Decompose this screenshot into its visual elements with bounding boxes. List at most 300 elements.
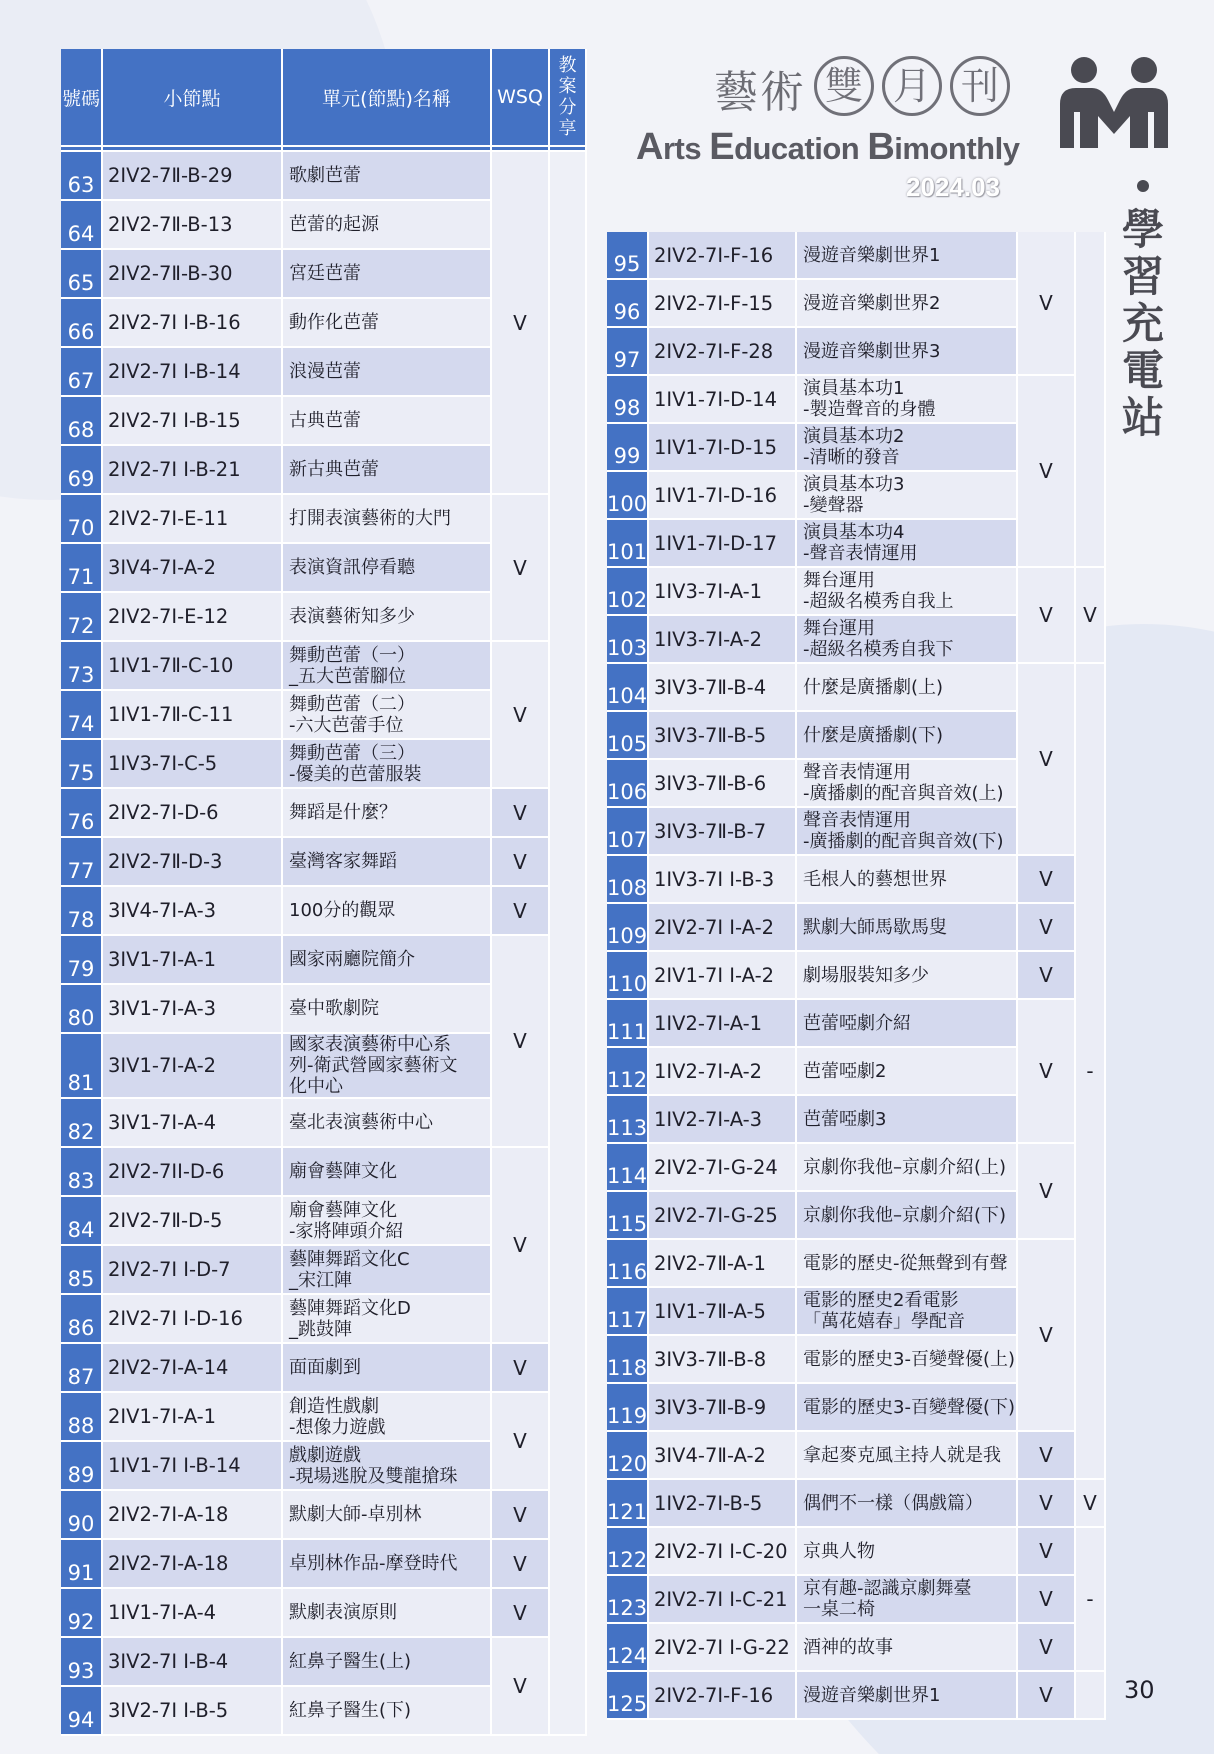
wsq-mark: V [1018,1624,1076,1672]
row-number: 117 [607,1288,649,1336]
row-number: 122 [607,1528,649,1576]
unit-name [797,280,1018,328]
node-code: 1IV1-7I-D-14 [649,376,797,424]
unit-name-line: 表演資訊停看聽 [289,557,415,578]
table-body-left [61,152,587,1736]
wsq-mark: V [492,1491,550,1540]
unit-name-line: 打開表演藝術的大門 [289,508,451,529]
row-number: 102 [607,568,649,616]
row-number: 87 [61,1344,103,1393]
unit-name-line: 默劇表演原則 [289,1602,397,1623]
unit-name-line: 紅鼻子醫生(上) [289,1651,412,1672]
unit-name [797,952,1018,1000]
node-code: 3IV3-7Ⅱ-B-4 [649,664,797,712]
unit-name-line: 電影的歷史2看電影 [803,1290,959,1311]
node-code: 2IV2-7I Ⅰ-B-14 [103,348,283,397]
node-code: 3IV1-7I-A-1 [103,936,283,985]
node-code: 1IV3-7I Ⅰ-B-3 [649,856,797,904]
share-mark: V [1076,1480,1106,1528]
unit-name-line: 舞蹈是什麼？ [289,802,397,823]
course-table-right [607,232,1106,1720]
wsq-mark: V [492,1540,550,1589]
wsq-mark: V [1018,568,1076,664]
wsq-mark: V [1018,1144,1076,1240]
table-row [61,1491,587,1540]
unit-name [283,1197,492,1246]
row-number: 105 [607,712,649,760]
node-code: 2IV2-7I Ⅰ-B-16 [103,299,283,348]
row-number: 99 [607,424,649,472]
unit-name-line: 電影的歷史3-百變聲優(上) [803,1348,1015,1370]
node-code: 2IV2-7I Ⅰ-C-20 [649,1528,797,1576]
unit-name [283,1491,492,1540]
node-code: 1IV3-7I-A-2 [649,616,797,664]
wsq-mark: V [492,887,550,936]
unit-name [797,1096,1018,1144]
wsq-mark: V [1018,1480,1076,1528]
share-mark [1076,232,1106,568]
row-number: 82 [61,1099,103,1148]
unit-name-line: 漫遊音樂劇世界1 [803,244,941,266]
table-row [607,1624,1106,1672]
node-code: 1IV3-7I-C-5 [103,740,283,789]
row-number: 121 [607,1480,649,1528]
unit-name-line: 臺北表演藝術中心 [289,1112,433,1133]
table-row [61,152,587,201]
wsq-mark: V [492,1148,550,1344]
node-code: 2IV2-7Ⅱ-D-3 [103,838,283,887]
row-number: 69 [61,446,103,495]
row-number: 79 [61,936,103,985]
unit-name-line: 國家表演藝術中心系 [289,1034,451,1055]
unit-name-line: 偶們不一樣（偶戲篇） [803,1492,983,1514]
unit-name [797,472,1018,520]
node-code: 2IV2-7I-E-11 [103,495,283,544]
row-number: 72 [61,593,103,642]
table-row [607,1672,1106,1720]
unit-name-line: 廟會藝陣文化 [289,1199,397,1221]
unit-name-line: 什麼是廣播劇(下) [803,724,944,746]
unit-name-line: 什麼是廣播劇(上) [803,676,944,698]
unit-name-line: 面面劇到 [289,1357,361,1378]
node-code: 3IV3-7Ⅱ-B-7 [649,808,797,856]
wsq-mark: V [492,936,550,1148]
row-number: 75 [61,740,103,789]
unit-name [283,1687,492,1736]
row-number: 119 [607,1384,649,1432]
header-node-code: 小節點 [103,49,283,147]
wsq-mark: V [492,495,550,642]
row-number: 80 [61,985,103,1034]
unit-name [283,1638,492,1687]
row-number: 113 [607,1096,649,1144]
row-number: 92 [61,1589,103,1638]
wsq-mark: V [492,1393,550,1491]
unit-name [797,1624,1018,1672]
row-number: 67 [61,348,103,397]
node-code: 1IV2-7I-A-3 [649,1096,797,1144]
unit-name-line: 漫遊音樂劇世界2 [803,292,941,314]
node-code: 2IV2-7I Ⅰ-A-2 [649,904,797,952]
unit-name-line: 動作化芭蕾 [289,312,379,333]
node-code: 1IV2-7I-A-2 [649,1048,797,1096]
node-code: 2IV2-7II-D-6 [103,1148,283,1197]
share-mark [550,152,587,1736]
unit-name [797,1480,1018,1528]
node-code: 2IV2-7I-E-12 [103,593,283,642]
unit-name-line: 宮廷芭蕾 [289,263,361,284]
row-number: 120 [607,1432,649,1480]
unit-name-line: 默劇大師馬歇馬叟 [803,916,947,938]
node-code: 1IV1-7I-D-15 [649,424,797,472]
node-code: 1IV1-7Ⅱ-C-11 [103,691,283,740]
node-code: 3IV1-7I-A-4 [103,1099,283,1148]
unit-name-line: 漫遊音樂劇世界1 [803,1684,941,1706]
header-wsq: WSQ [492,49,550,147]
row-number: 91 [61,1540,103,1589]
unit-name-line: 歌劇芭蕾 [289,165,361,186]
unit-name-line: 廟會藝陣文化 [289,1161,397,1182]
row-number: 108 [607,856,649,904]
share-mark [1076,1672,1106,1720]
header-number: 號碼 [61,49,103,147]
row-number: 110 [607,952,649,1000]
unit-name-line: 聲音表情運用 [803,810,911,831]
row-number: 112 [607,1048,649,1096]
table-row [607,1528,1106,1576]
unit-name [283,544,492,593]
header-lesson-share: 教 案 分 享 [550,49,587,147]
unit-name [797,520,1018,568]
table-row [607,1480,1106,1528]
wsq-mark: V [1018,232,1076,376]
unit-name [797,1048,1018,1096]
wsq-mark: V [492,642,550,789]
unit-name [797,424,1018,472]
table-row [607,1432,1106,1480]
unit-name-line: 古典芭蕾 [289,410,361,431]
table-row [607,952,1106,1000]
table-row [61,789,587,838]
row-number: 125 [607,1672,649,1720]
row-number: 97 [607,328,649,376]
wsq-mark: V [492,838,550,887]
row-number: 84 [61,1197,103,1246]
unit-name [283,495,492,544]
node-code: 3IV3-7Ⅱ-B-9 [649,1384,797,1432]
unit-name [797,1000,1018,1048]
table-row [607,1240,1106,1288]
table-row [61,936,587,985]
node-code: 2IV2-7Ⅱ-A-1 [649,1240,797,1288]
unit-name-line: 舞動芭蕾（二） [289,693,415,715]
row-number: 85 [61,1246,103,1295]
wsq-mark: V [1018,1000,1076,1144]
wsq-mark: V [1018,376,1076,568]
unit-name-line: 100分的觀眾 [289,900,396,921]
node-code: 2IV1-7I-A-1 [103,1393,283,1442]
unit-name [283,593,492,642]
unit-name [797,856,1018,904]
node-code: 2IV2-7I Ⅰ-D-16 [103,1295,283,1344]
node-code: 2IV1-7I Ⅰ-A-2 [649,952,797,1000]
unit-name [283,740,492,789]
node-code: 2IV2-7I-F-28 [649,328,797,376]
wsq-mark: V [492,1638,550,1736]
unit-name-line: 漫遊音樂劇世界3 [803,340,941,362]
row-number: 101 [607,520,649,568]
table-row [61,1589,587,1638]
unit-name-line: 拿起麥克風主持人就是我 [803,1444,1001,1466]
node-code: 3IV4-7I-A-2 [103,544,283,593]
unit-name [283,299,492,348]
unit-name-line: 芭蕾啞劇3 [803,1108,887,1130]
row-number: 90 [61,1491,103,1540]
row-number: 123 [607,1576,649,1624]
unit-name [283,887,492,936]
unit-name [283,1540,492,1589]
header-unit-name: 單元(節點)名稱 [283,49,492,147]
page-number: 30 [1124,1676,1155,1704]
row-number: 106 [607,760,649,808]
row-number: 71 [61,544,103,593]
wsq-mark: V [492,789,550,838]
unit-name [283,1442,492,1491]
unit-name-line: 演員基本功3 [803,474,905,495]
node-code: 2IV2-7I Ⅰ-B-21 [103,446,283,495]
unit-name [283,1393,492,1442]
unit-name-line: 聲音表情運用 [803,762,911,783]
unit-name-line: 舞動芭蕾（三） [289,742,415,764]
wsq-mark: V [1018,1432,1076,1480]
row-number: 115 [607,1192,649,1240]
unit-name [797,232,1018,280]
table-row [607,1000,1106,1048]
unit-name [283,789,492,838]
node-code: 3IV2-7I Ⅰ-B-5 [103,1687,283,1736]
node-code: 2IV2-7I Ⅰ-D-7 [103,1246,283,1295]
unit-name-line: 「萬花嬉春」學配音 [803,1311,965,1332]
unit-name-line: 芭蕾啞劇2 [803,1060,887,1082]
node-code: 3IV3-7Ⅱ-B-6 [649,760,797,808]
row-number: 76 [61,789,103,838]
unit-name-line: 舞動芭蕾（一） [289,644,415,666]
node-code: 2IV2-7I-A-14 [103,1344,283,1393]
node-code: 1IV1-7I Ⅰ-B-14 [103,1442,283,1491]
unit-name-line: 劇場服裝知多少 [803,964,929,986]
node-code: 1IV1-7I-A-4 [103,1589,283,1638]
row-number: 73 [61,642,103,691]
wsq-mark: V [492,1589,550,1638]
node-code: 2IV2-7I-F-16 [649,1672,797,1720]
share-mark: - [1076,1528,1106,1672]
unit-name [797,1336,1018,1384]
unit-name [283,1246,492,1295]
share-mark: - [1076,664,1106,1480]
unit-name-line: 演員基本功4 [803,522,905,543]
unit-name-line: -想像力遊戲 [289,1416,386,1438]
unit-name [283,1034,492,1099]
logo-title: 藝術 [714,67,806,118]
row-number: 93 [61,1638,103,1687]
row-number: 68 [61,397,103,446]
unit-name-line: 酒神的故事 [803,1636,893,1658]
unit-name [797,376,1018,424]
unit-name [797,712,1018,760]
row-number: 66 [61,299,103,348]
row-number: 111 [607,1000,649,1048]
wsq-mark: V [1018,952,1076,1000]
row-number: 100 [607,472,649,520]
row-number: 81 [61,1034,103,1099]
unit-name [797,1384,1018,1432]
node-code: 1IV1-7Ⅱ-A-5 [649,1288,797,1336]
table-row [607,232,1106,280]
table-row [61,495,587,544]
unit-name [797,1144,1018,1192]
unit-name-line: _宋江陣 [289,1269,352,1291]
node-code: 2IV2-7I-F-15 [649,280,797,328]
logo-circle-char: 刊 [950,56,1010,116]
unit-name-line: -超級名模秀自我下 [803,639,954,660]
table-body-right [607,232,1106,1720]
unit-name-line: 舞台運用 [803,618,875,639]
unit-name [797,1192,1018,1240]
node-code: 3IV2-7I Ⅰ-B-4 [103,1638,283,1687]
unit-name-line: -優美的芭蕾服裝 [289,763,422,785]
node-code: 3IV1-7I-A-3 [103,985,283,1034]
unit-name-line: 新古典芭蕾 [289,459,379,480]
node-code: 1IV1-7I-D-16 [649,472,797,520]
table-row [61,1638,587,1687]
table-row [61,887,587,936]
section-title: 學 習 充 電 站 [1118,180,1168,441]
table-row [607,1576,1106,1624]
wsq-mark: V [1018,856,1076,904]
node-code: 2IV2-7I-G-25 [649,1192,797,1240]
logo-circle-char: 月 [882,56,942,116]
unit-name [283,397,492,446]
unit-name-line: -六大芭蕾手位 [289,714,404,736]
wsq-mark: V [1018,1240,1076,1432]
wsq-mark: V [492,152,550,495]
table-row [607,904,1106,952]
node-code: 2IV2-7Ⅱ-D-5 [103,1197,283,1246]
unit-name-line: 毛根人的藝想世界 [803,868,947,890]
node-code: 2IV2-7I-F-16 [649,232,797,280]
unit-name [283,250,492,299]
unit-name-line: 京典人物 [803,1540,875,1562]
wsq-mark: V [1018,1672,1076,1720]
people-icon [1050,56,1178,152]
unit-name-line: 戲劇遊戲 [289,1444,361,1466]
table-row [61,1148,587,1197]
row-number: 77 [61,838,103,887]
row-number: 104 [607,664,649,712]
unit-name [797,568,1018,616]
unit-name [797,760,1018,808]
table-row [607,664,1106,712]
unit-name-line: 國家兩廳院簡介 [289,949,415,970]
unit-name [283,985,492,1034]
unit-name [797,616,1018,664]
wsq-mark: V [1018,1576,1076,1624]
row-number: 95 [607,232,649,280]
node-code: 1IV1-7Ⅱ-C-10 [103,642,283,691]
row-number: 116 [607,1240,649,1288]
node-code: 2IV2-7Ⅱ-B-30 [103,250,283,299]
row-number: 74 [61,691,103,740]
unit-name-line: -家將陣頭介紹 [289,1220,404,1242]
unit-name [797,1240,1018,1288]
unit-name-line: 化中心 [289,1076,343,1097]
table-row [607,376,1106,424]
node-code: 3IV4-7Ⅱ-A-2 [649,1432,797,1480]
node-code: 2IV2-7Ⅱ-B-13 [103,201,283,250]
course-table-left [61,49,587,1736]
wsq-mark: V [1018,1528,1076,1576]
unit-name-line: 臺中歌劇院 [289,998,379,1019]
node-code: 2IV2-7I-G-24 [649,1144,797,1192]
wsq-mark: V [492,1344,550,1393]
node-code: 2IV2-7I-A-18 [103,1540,283,1589]
unit-name [283,1148,492,1197]
row-number: 109 [607,904,649,952]
issue-date: 2024.03 [906,172,1000,202]
unit-name-line: 紅鼻子醫生(下) [289,1700,412,1721]
unit-name-line: -聲音表情運用 [803,543,918,564]
node-code: 2IV2-7Ⅱ-B-29 [103,152,283,201]
unit-name [797,1576,1018,1624]
row-number: 124 [607,1624,649,1672]
unit-name [797,1528,1018,1576]
table-row [61,1540,587,1589]
node-code: 3IV3-7Ⅱ-B-8 [649,1336,797,1384]
table-row [607,856,1106,904]
node-code: 3IV3-7Ⅱ-B-5 [649,712,797,760]
unit-name [283,1344,492,1393]
table-row [61,642,587,691]
unit-name-line: 京劇你我他–京劇介紹(下) [803,1204,1007,1226]
unit-name-line: -清晰的發音 [803,447,900,468]
row-number: 86 [61,1295,103,1344]
row-number: 83 [61,1148,103,1197]
unit-name [283,201,492,250]
unit-name-line: 列-衛武營國家藝術文 [289,1055,458,1076]
unit-name-line: _跳鼓陣 [289,1318,352,1340]
row-number: 89 [61,1442,103,1491]
table-row [607,1144,1106,1192]
logo-circle-char: 雙 [814,56,874,116]
node-code: 3IV4-7I-A-3 [103,887,283,936]
logo-english-name: Arts Education Bimonthly [636,126,1020,168]
unit-name [283,446,492,495]
row-number: 98 [607,376,649,424]
unit-name-line: 藝陣舞蹈文化D [289,1297,411,1319]
unit-name [283,936,492,985]
unit-name-line: 芭蕾的起源 [289,214,379,235]
unit-name-line: -現場逃脫及雙龍搶珠 [289,1465,458,1487]
row-number: 63 [61,152,103,201]
unit-name [797,808,1018,856]
node-code: 2IV2-7I-A-18 [103,1491,283,1540]
unit-name [797,904,1018,952]
unit-name-line: 演員基本功1 [803,378,905,399]
unit-name-line: 創造性戲劇 [289,1395,379,1417]
unit-name-line: -超級名模秀自我上 [803,591,954,612]
unit-name-line: 卓別林作品-摩登時代 [289,1553,458,1574]
node-code: 2IV2-7I Ⅰ-B-15 [103,397,283,446]
